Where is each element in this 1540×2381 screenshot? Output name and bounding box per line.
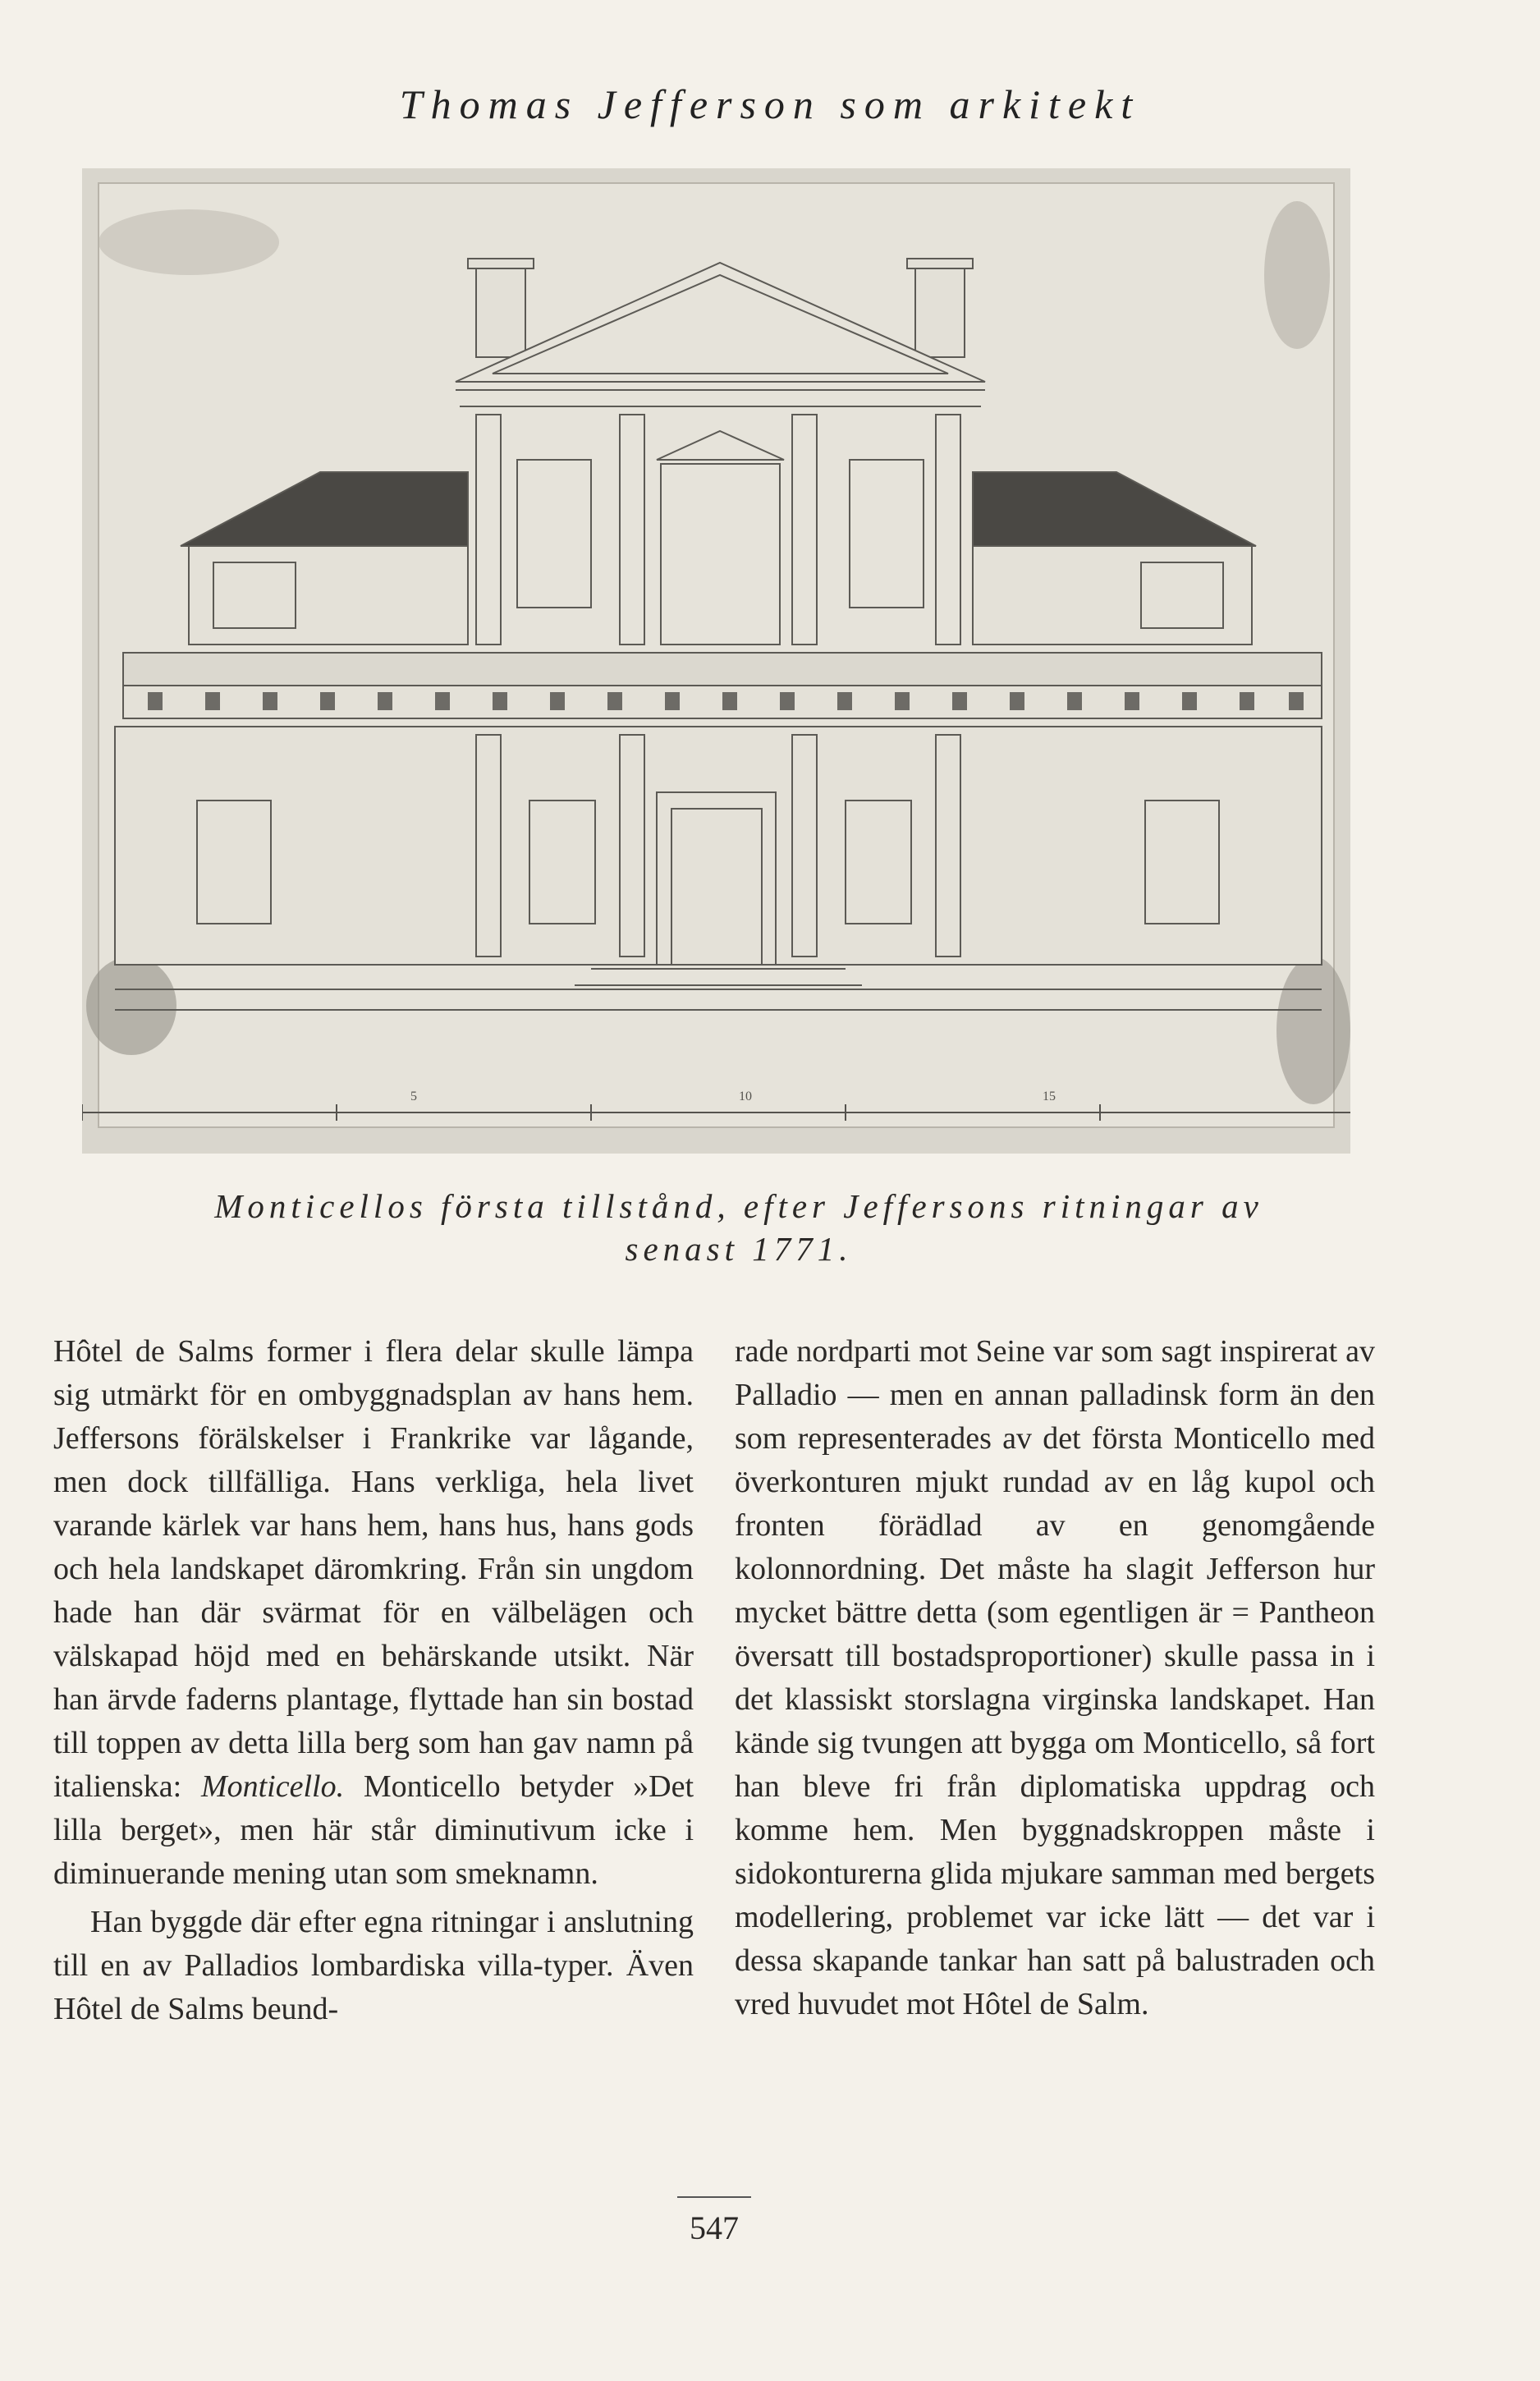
right-column bbox=[735, 1330, 1375, 2026]
figure-caption-line-2: senast 1771. bbox=[625, 1230, 853, 1268]
running-title: Thomas Jefferson som arkitekt bbox=[399, 81, 1141, 127]
scale-label-5: 5 bbox=[410, 1090, 417, 1103]
paragraph bbox=[53, 1330, 694, 1896]
paragraph-text: Hôtel de Salms former i flera delar skulle lämpa sig utmärkt för en ombyggnadsplan av hans hem. Jeffersons förälskelser i Frankrike var lågande, men dock tillfälliga. Hans verkliga, hela livet varande kärlek var hans hem, hans hus, hans gods och hela landskapet däromkring. Från sin ungdom hade han där svärmat för en välbelägen och välskapad höjd med en behärskande utsikt. När han ärvde faderns plantage, flyttade han sin bostad till toppen av detta lilla berg som han gav namn på italienska: bbox=[53, 1334, 694, 1804]
paragraph: Han byggde där efter egna ritningar i anslutning till en av Palladios lombardiska villa-typer. Även Hôtel de Salms beund- bbox=[53, 1905, 694, 2026]
italic-place-name: Monticello. bbox=[200, 1769, 345, 1804]
paragraph-text: Monticello betyder »Det lilla berget», men här står diminutivum icke i diminuerande mening utan som smeknamn. bbox=[53, 1769, 694, 1891]
scale-label-10: 10 bbox=[739, 1090, 752, 1103]
scale-label-15: 15 bbox=[1043, 1090, 1056, 1103]
folio-rule bbox=[677, 2196, 751, 2198]
figure-caption-line-1: Monticellos första tillstånd, efter Jeffersons ritningar av bbox=[214, 1187, 1263, 1225]
left-column bbox=[53, 1330, 694, 2031]
paragraph: rade nordparti mot Seine var som sagt inspirerat av Palladio — men en annan palladinsk form än den som representerades av det första Monticello med överkonturen mjukt rundad av en låg kupol och fronten förädlad av en genomgående kolonnordning. Det måste ha slagit Jefferson hur mycket bättre detta (som egentligen är = Pantheon översatt till bostadsproportioner) skulle passa in i det klassiskt storslagna virginska landskapet. Han kände sig tvungen att bygga om Monticello, så fort han bleve fri från diplomatiska uppdrag och komme hem. Men byggnadskroppen måste i sidokonturerna glida mjukare samman med bergets modellering, problemet var icke lätt — det var i dessa skapande tankar han satt på balustraden och vred huvudet mot Hôtel de Salm. bbox=[735, 1334, 1375, 2021]
page-number: 547 bbox=[690, 2209, 739, 2246]
monticello-elevation-drawing bbox=[82, 168, 1350, 1154]
